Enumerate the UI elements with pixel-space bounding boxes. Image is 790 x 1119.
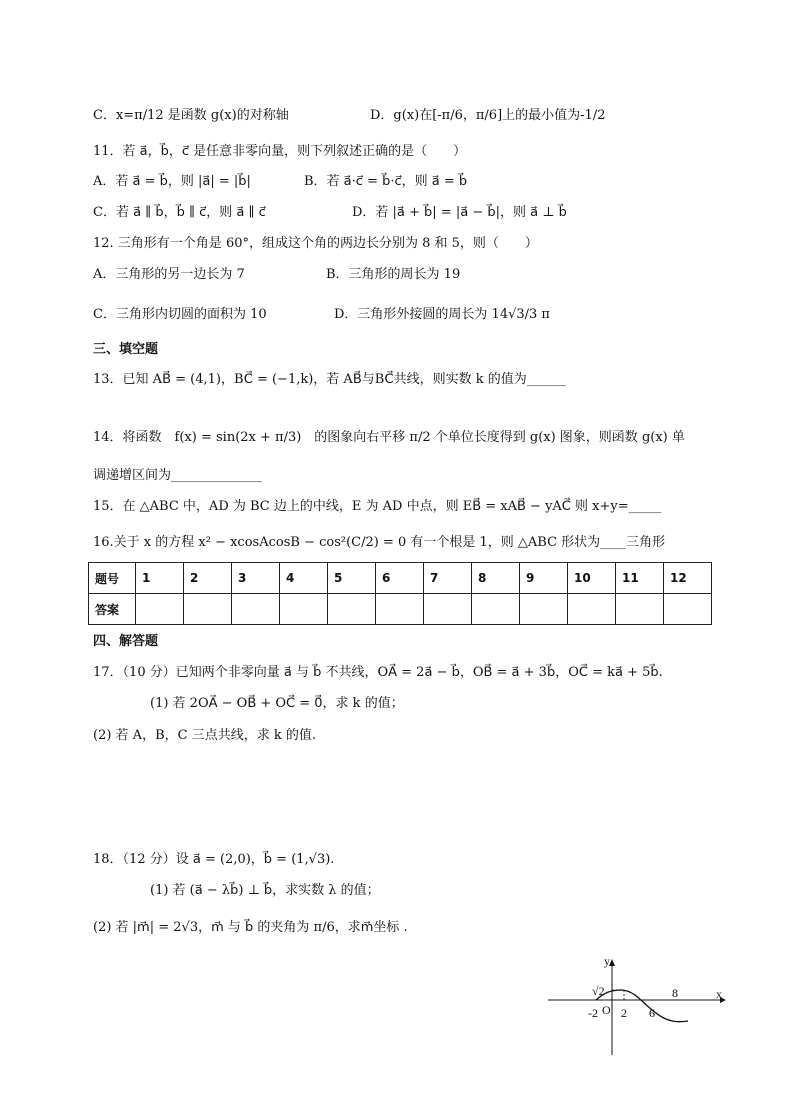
q10-option-d: D．g(x)在[-π/6，π/6]上的最小值为-1/2 xyxy=(370,108,606,123)
q17-stem: 17．（10 分）已知两个非零向量 a⃗ 与 b⃗ 不共线，OA⃗ = 2a⃗ − b⃗，OB⃗ = a⃗ + 3b⃗，OC⃗ = ka⃗ + 5b⃗. xyxy=(93,665,663,680)
q11-option-d: D．若 |a⃗ + b⃗| = |a⃗ − b⃗|，则 a⃗ ⊥ b⃗ xyxy=(352,205,567,220)
x-tick-label: 8 xyxy=(672,986,678,1000)
answer-table-number: 7 xyxy=(424,563,472,594)
answer-table-number: 8 xyxy=(472,563,520,594)
answer-table-answer-row xyxy=(89,594,712,625)
answer-cell[interactable] xyxy=(616,594,664,625)
q11-option-a: A．若 a⃗ = b⃗，则 |a⃗| = |b⃗| xyxy=(93,174,251,189)
q10-option-c: C．x=π/12 是函数 g(x)的对称轴 xyxy=(93,108,289,123)
answer-table-number: 9 xyxy=(520,563,568,594)
question-15: 15．在 △ABC 中，AD 为 BC 边上的中线，E 为 AD 中点，则 EB⃗ = xAB⃗ − yAC⃗ 则 x+y=_____ xyxy=(93,499,662,514)
q18-part-2: (2) 若 |m⃗| = 2√3，m⃗ 与 b⃗ 的夹角为 π/6，求m⃗坐标 . xyxy=(93,920,408,935)
answer-cell[interactable] xyxy=(280,594,328,625)
question-16: 16.关于 x 的方程 x² − xcosAcosB − cos²(C/2) = 0 有一个根是 1，则 △ABC 形状为____三角形 xyxy=(93,535,666,550)
q12-stem: 12. 三角形有一个角是 60°，组成这个角的两边长分别为 8 和 5，则（ ） xyxy=(93,236,538,251)
y-axis-label: y xyxy=(604,955,610,968)
answer-table-number: 5 xyxy=(328,563,376,594)
answer-cell[interactable] xyxy=(424,594,472,625)
q17-part-2: (2) 若 A，B，C 三点共线，求 k 的值. xyxy=(93,728,316,743)
q11-option-c: C．若 a⃗ ∥ b⃗，b⃗ ∥ c⃗，则 a⃗ ∥ c⃗ xyxy=(93,205,266,220)
section-3-heading: 三、填空题 xyxy=(93,342,159,357)
q12-option-c: C．三角形内切圆的面积为 10 xyxy=(93,307,267,322)
answer-cell[interactable] xyxy=(568,594,616,625)
answer-table-header-label: 题号 xyxy=(89,563,136,594)
answer-table-number: 11 xyxy=(616,563,664,594)
answer-cell[interactable] xyxy=(664,594,712,625)
y-tick-label: √2 xyxy=(592,984,605,998)
q12-option-d: D．三角形外接圆的周长为 14√3/3 π xyxy=(334,307,550,322)
x-axis-label: x xyxy=(716,987,722,1001)
answer-table xyxy=(88,562,712,625)
q14-line-2: 调递增区间为______________ xyxy=(93,468,263,483)
answer-table-number: 2 xyxy=(184,563,232,594)
answer-cell[interactable] xyxy=(232,594,280,625)
answer-table-number: 10 xyxy=(568,563,616,594)
answer-cell[interactable] xyxy=(136,594,184,625)
q18-stem: 18．（12 分）设 a⃗ = (2,0)，b⃗ = (1,√3). xyxy=(93,852,335,867)
x-tick-label: -2 xyxy=(588,1006,598,1020)
answer-table-number: 3 xyxy=(232,563,280,594)
q18-part-1: (1) 若 (a⃗ − λb⃗) ⊥ b⃗，求实数 λ 的值； xyxy=(150,883,380,898)
answer-table-header-row xyxy=(89,563,712,594)
q12-option-b: B．三角形的周长为 19 xyxy=(326,267,461,282)
q17-part-1: (1) 若 2OA⃗ − OB⃗ + OC⃗ = 0⃗，求 k 的值； xyxy=(150,696,404,711)
q11-option-b: B．若 a⃗·c⃗ = b⃗·c⃗，则 a⃗ = b⃗ xyxy=(304,174,468,189)
answer-table-number: 6 xyxy=(376,563,424,594)
answer-cell[interactable] xyxy=(376,594,424,625)
q12-option-a: A．三角形的另一边长为 7 xyxy=(93,267,245,282)
q11-stem: 11．若 a⃗，b⃗，c⃗ 是任意非零向量，则下列叙述正确的是（ ） xyxy=(93,144,467,159)
answer-table-number: 12 xyxy=(664,563,712,594)
section-4-heading: 四、解答题 xyxy=(93,634,159,649)
answer-cell[interactable] xyxy=(328,594,376,625)
question-13: 13．已知 AB⃗ = (4,1)，BC⃗ = (−1,k)，若 AB⃗与BC⃗共线，则实数 k 的值为______ xyxy=(93,372,566,387)
answer-table-number: 4 xyxy=(280,563,328,594)
x-tick-label: 2 xyxy=(621,1006,627,1020)
answer-cell[interactable] xyxy=(472,594,520,625)
answer-cell[interactable] xyxy=(520,594,568,625)
answer-table-number: 1 xyxy=(136,563,184,594)
x-tick-label: 6 xyxy=(649,1006,655,1020)
origin-label: O xyxy=(602,1003,611,1017)
answer-table-answer-label: 答案 xyxy=(89,594,136,625)
answer-cell[interactable] xyxy=(184,594,232,625)
function-graph xyxy=(548,955,728,1057)
q14-line-1: 14．将函数 f(x) = sin(2x + π/3) 的图象向右平移 π/2 个单位长度得到 g(x) 图象，则函数 g(x) 单 xyxy=(93,430,685,445)
